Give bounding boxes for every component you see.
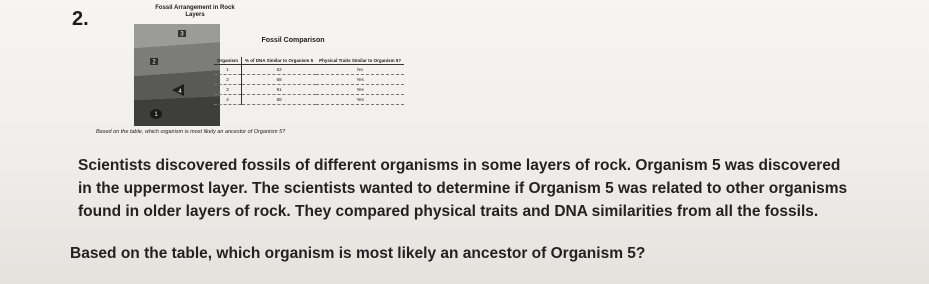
fossil-comparison-table [214, 57, 404, 105]
table-header-row [214, 57, 404, 65]
table-cell: 68 [242, 75, 317, 85]
table-header-dna: % of DNA Similar to Organism 5 [242, 57, 317, 65]
table-row [214, 95, 404, 105]
table-cell: Yes [316, 75, 404, 85]
table-cell: 4 [214, 95, 242, 105]
fossil-label-c: 4 [178, 89, 182, 95]
table-cell: 3 [214, 85, 242, 95]
table-header-organism: Organism [214, 57, 242, 65]
table-cell: 91 [242, 85, 317, 95]
fossil-label-a: 3 [180, 31, 184, 38]
table-row [214, 65, 404, 75]
table-cell: 88 [242, 95, 317, 105]
scenario-paragraph [78, 154, 878, 223]
rock-layers-diagram [134, 24, 220, 126]
table-cell: 62 [242, 65, 317, 75]
embedded-question-text: Based on the table, which organism is most likely an ancestor of Organism 5? [96, 129, 286, 135]
comparison-table-title: Fossil Comparison [261, 37, 325, 44]
paragraph-line: Scientists discovered fossils of different organisms in some layers of rock. Organism 5 was discovered [78, 157, 841, 174]
table-header-traits: Physical Traits Similar to Organism 5? [316, 57, 404, 65]
table-cell: No [316, 65, 404, 75]
rock-layer-bottom [134, 96, 220, 126]
rock-diagram-title: Fossil Arrangement in Rock Layers [155, 5, 235, 18]
question-prompt: Based on the table, which organism is most likely an ancestor of Organism 5? [70, 245, 646, 262]
table-row [214, 75, 404, 85]
table-cell: 1 [214, 65, 242, 75]
fossil-label-b: 2 [152, 59, 156, 66]
paragraph-line: in the uppermost layer. The scientists wanted to determine if Organism 5 was related to other organisms [78, 180, 848, 197]
table-cell: Yes [316, 85, 404, 95]
fossil-label-d: 1 [154, 112, 158, 118]
table-cell: 2 [214, 75, 242, 85]
table-cell: Yes [316, 95, 404, 105]
question-number: 2. [72, 8, 89, 30]
table-row [214, 85, 404, 95]
paragraph-line: found in older layers of rock. They compared physical traits and DNA similarities from all the fossils. [78, 203, 819, 220]
